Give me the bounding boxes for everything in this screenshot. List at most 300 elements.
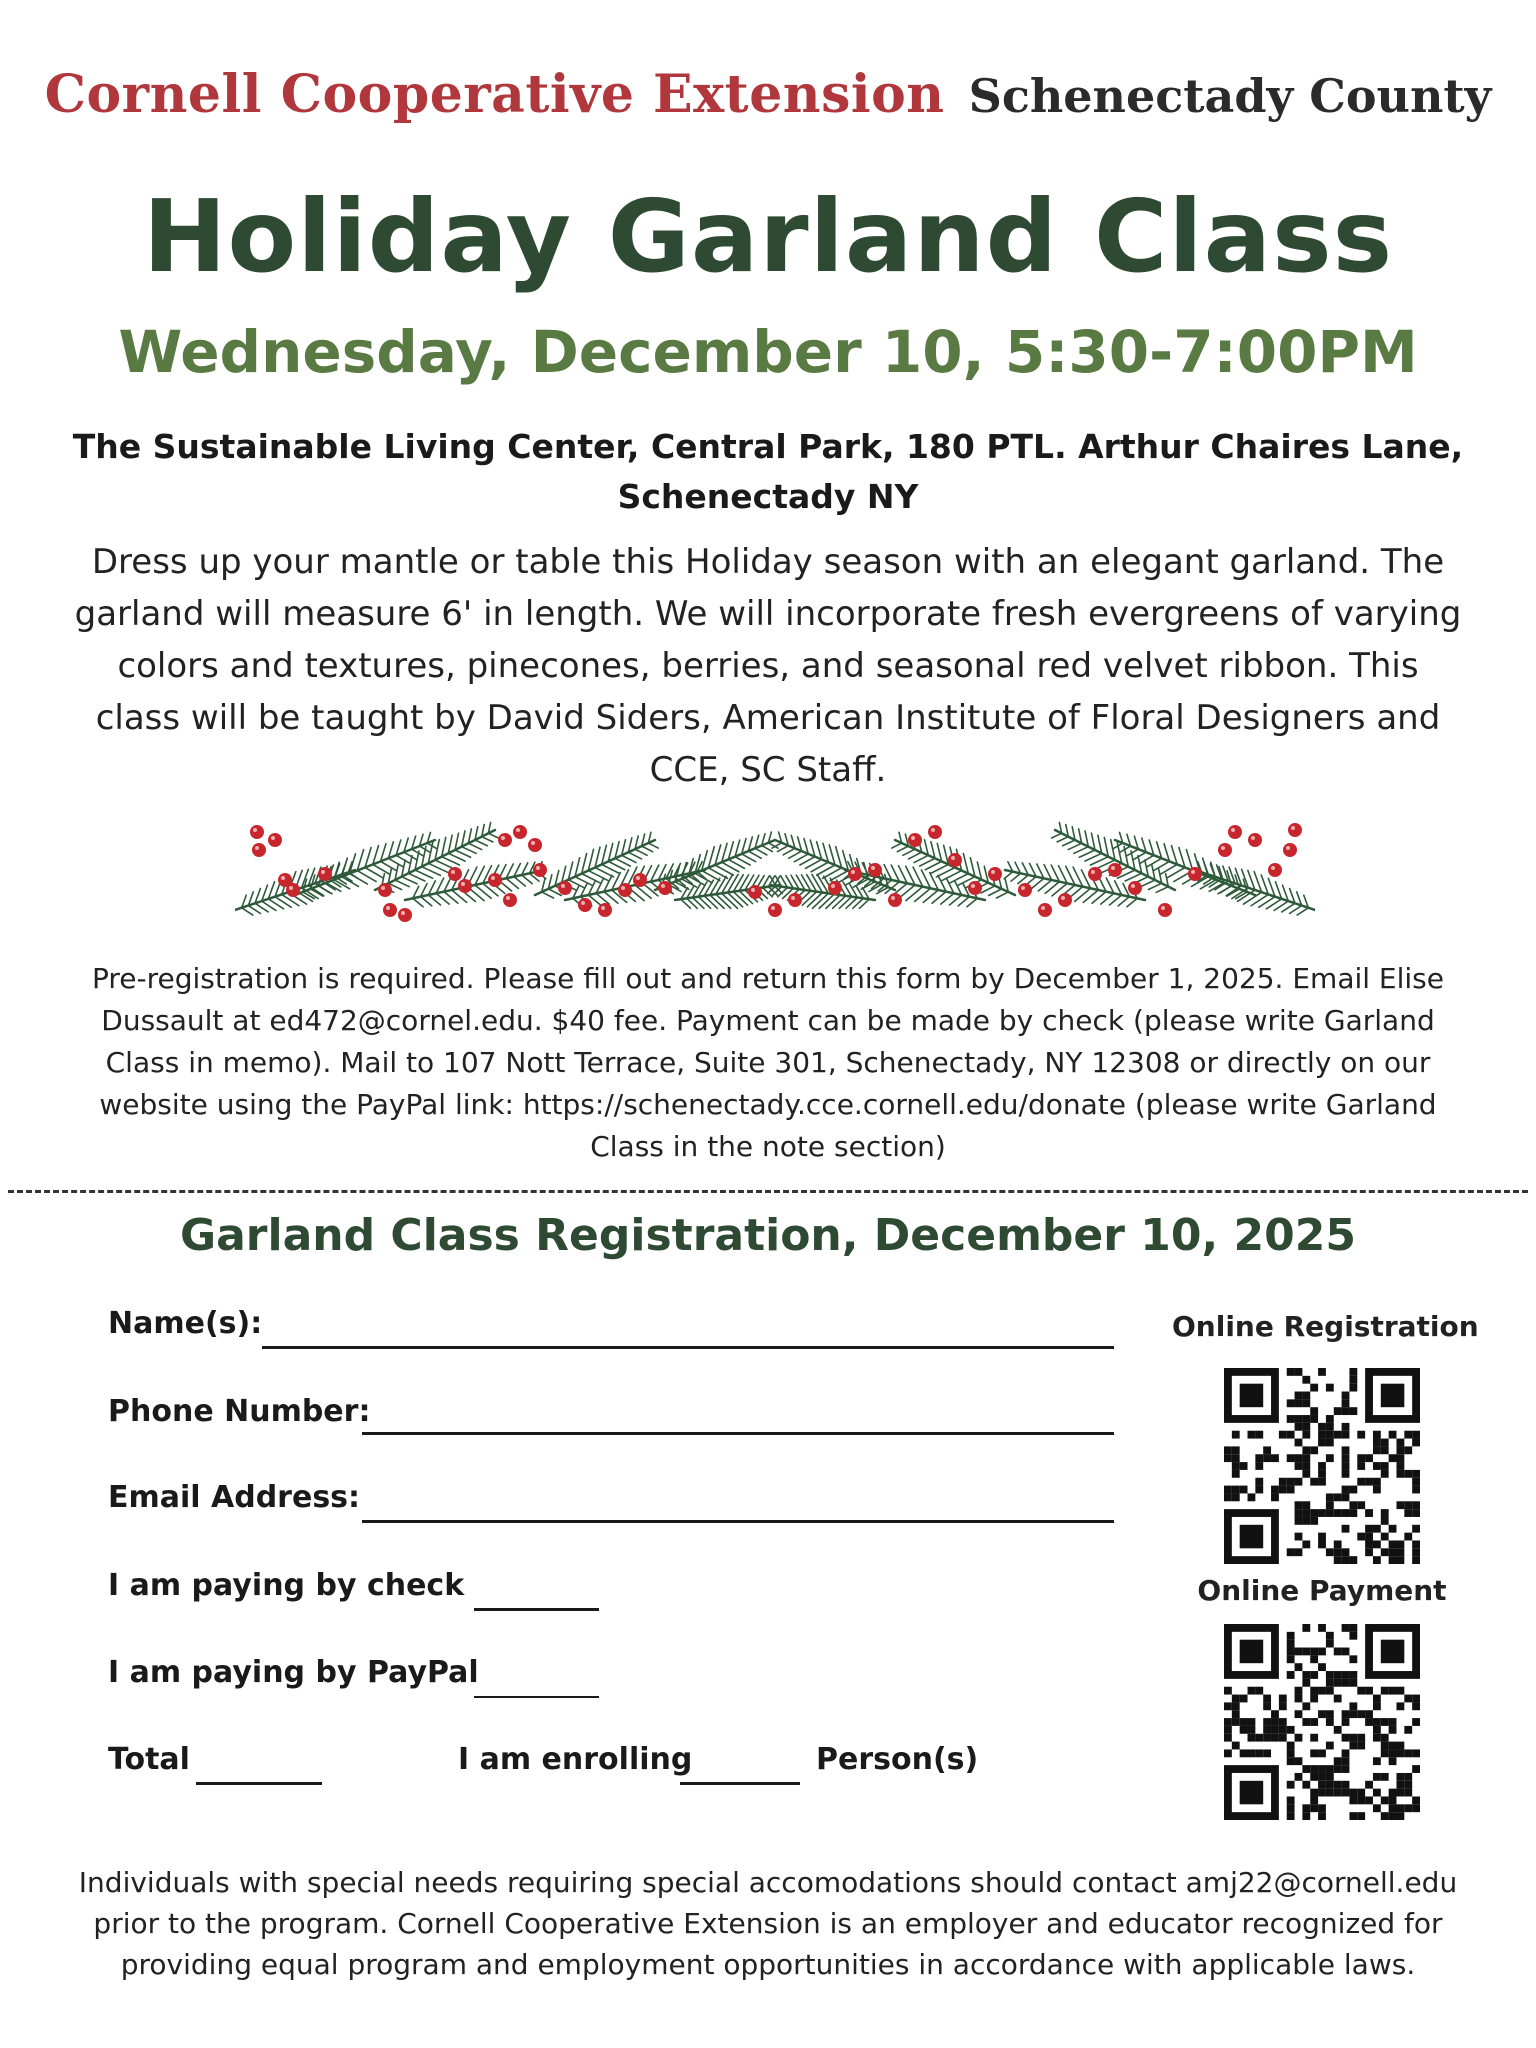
qr-module — [1224, 1687, 1232, 1695]
check-field[interactable] — [474, 1608, 599, 1611]
qr-module — [1287, 1640, 1295, 1648]
qr-module — [1396, 1556, 1404, 1564]
qr-module — [1342, 1789, 1350, 1797]
qr-module — [1263, 1726, 1271, 1734]
pine-needle — [514, 877, 525, 886]
pine-needle — [642, 846, 653, 852]
qr-module — [1389, 1525, 1397, 1533]
qr-module — [1326, 1687, 1334, 1695]
pine-needle — [783, 848, 795, 855]
berry — [888, 893, 902, 907]
qr-module — [1302, 1392, 1310, 1400]
qr-module — [1396, 1454, 1404, 1462]
qr-module — [1232, 1470, 1240, 1478]
berry — [598, 903, 612, 917]
phone-field[interactable] — [362, 1432, 1114, 1435]
pine-needle — [1141, 880, 1155, 887]
pine-needle — [1075, 888, 1091, 901]
pine-needle — [1118, 897, 1129, 906]
qr-module — [1302, 1718, 1310, 1726]
pine-needle — [1125, 873, 1142, 881]
qr-module — [1381, 1548, 1389, 1556]
qr-module — [1318, 1368, 1326, 1376]
qr-module — [1248, 1749, 1256, 1757]
pine-needle — [421, 897, 432, 906]
qr-module — [1381, 1517, 1389, 1525]
berry — [578, 898, 592, 912]
berry — [268, 833, 282, 847]
berry — [1158, 903, 1172, 917]
qr-module — [1295, 1462, 1303, 1470]
qr-module — [1255, 1454, 1263, 1462]
qr-module — [1287, 1478, 1295, 1486]
qr-module — [1357, 1687, 1365, 1695]
qr-module — [1232, 1702, 1240, 1710]
qr-module — [1404, 1446, 1412, 1454]
qr-module — [1326, 1509, 1334, 1517]
venue-line-2: Schenectady NY — [617, 477, 919, 516]
qr-module — [1318, 1710, 1326, 1718]
berry-highlight — [536, 866, 540, 870]
qr-module — [1240, 1718, 1248, 1726]
berry — [908, 833, 922, 847]
pine-needle — [833, 896, 846, 909]
berry-highlight — [271, 836, 275, 840]
qr-module — [1295, 1423, 1303, 1431]
qr-module — [1232, 1486, 1240, 1494]
berry — [1058, 893, 1072, 907]
qr-module — [1381, 1687, 1389, 1695]
qr-module — [1302, 1509, 1310, 1517]
qr-module — [1342, 1671, 1350, 1679]
pine-needle — [733, 875, 743, 892]
qr-module — [1342, 1749, 1350, 1757]
pine-needle — [1068, 843, 1081, 849]
qr-module — [1334, 1781, 1342, 1789]
pine-needle — [1063, 840, 1075, 846]
qr-module — [1396, 1548, 1404, 1556]
qr-module — [1318, 1509, 1326, 1517]
pine-needle — [892, 843, 902, 848]
total-field[interactable] — [196, 1782, 322, 1785]
qr-module — [1357, 1454, 1365, 1462]
berry-highlight — [516, 828, 520, 832]
qr-module — [1287, 1415, 1295, 1423]
pine-needle — [1148, 883, 1161, 889]
pine-needle — [1209, 883, 1224, 892]
qr-module — [1295, 1392, 1303, 1400]
qr-module — [1318, 1773, 1326, 1781]
pine-needle — [708, 868, 727, 879]
pine-needle — [899, 885, 915, 898]
berry — [988, 867, 1002, 881]
qr-module — [1248, 1431, 1256, 1439]
pine-needle — [1004, 872, 1013, 879]
berry — [250, 825, 264, 839]
qr-module — [1240, 1462, 1248, 1470]
qr-module — [1302, 1781, 1310, 1789]
qr-module — [1318, 1663, 1326, 1671]
qr-module — [1342, 1718, 1350, 1726]
berry — [1218, 843, 1232, 857]
qr-module — [1318, 1533, 1326, 1541]
qr-module — [1357, 1501, 1365, 1509]
pine-needle — [1011, 873, 1021, 881]
qr-module — [1349, 1796, 1357, 1804]
berry-highlight — [581, 901, 585, 905]
qr-module — [1318, 1423, 1326, 1431]
qr-module — [1389, 1804, 1397, 1812]
qr-module — [1279, 1702, 1287, 1710]
qr-module — [1326, 1423, 1334, 1431]
qr-module — [1381, 1718, 1389, 1726]
qr-finder-inner — [1240, 1781, 1264, 1805]
qr-module — [1302, 1702, 1310, 1710]
qr-module — [1318, 1804, 1326, 1812]
qr-module — [1232, 1695, 1240, 1703]
berry-highlight — [561, 884, 565, 888]
qr-module — [1412, 1765, 1420, 1773]
pine-needle — [807, 875, 817, 892]
qr-module — [1342, 1493, 1350, 1501]
qr-module — [1381, 1742, 1389, 1750]
pine-needle — [248, 906, 260, 914]
berry — [828, 881, 842, 895]
qr-module — [1412, 1431, 1420, 1439]
qr-module — [1342, 1734, 1350, 1742]
qr-module — [1396, 1446, 1404, 1454]
enrolling-label: I am enrolling — [458, 1742, 693, 1777]
qr-module — [1404, 1431, 1412, 1439]
qr-code-registration[interactable] — [1224, 1368, 1420, 1564]
qr-module — [1271, 1734, 1279, 1742]
qr-module — [1334, 1493, 1342, 1501]
pine-needle — [996, 892, 1008, 898]
qr-module — [1334, 1540, 1342, 1548]
header — [0, 64, 1536, 125]
qr-module — [1334, 1679, 1342, 1687]
berry-highlight — [1021, 886, 1025, 890]
pine-needle — [1156, 887, 1168, 893]
qr-module — [1349, 1624, 1357, 1632]
qr-module — [1373, 1525, 1381, 1533]
qr-module — [1287, 1486, 1295, 1494]
qr-module — [1255, 1486, 1263, 1494]
qr-module — [1396, 1781, 1404, 1789]
qr-module — [1349, 1742, 1357, 1750]
event-venue — [60, 422, 1476, 522]
qr-module — [1326, 1548, 1334, 1556]
qr-module — [1349, 1671, 1357, 1679]
qr-module — [1373, 1734, 1381, 1742]
qr-module — [1342, 1624, 1350, 1632]
qr-finder-inner — [1381, 1640, 1405, 1664]
pine-needle — [710, 878, 720, 895]
qr-module — [1334, 1648, 1342, 1656]
pine-needle — [958, 897, 969, 906]
qr-module — [1287, 1454, 1295, 1462]
pine-needle — [789, 851, 802, 858]
berry-highlight — [771, 906, 775, 910]
event-datetime: Wednesday, December 10, 5:30-7:00PM — [118, 318, 1418, 386]
qr-module — [1396, 1812, 1404, 1820]
pine-needle — [635, 849, 647, 855]
pine-needle — [1085, 853, 1102, 861]
qr-module — [1389, 1718, 1397, 1726]
qr-module — [1373, 1789, 1381, 1797]
qr-module — [1381, 1446, 1389, 1454]
qr-module — [1224, 1726, 1232, 1734]
qr-module — [1240, 1486, 1248, 1494]
phone-label: Phone Number: — [108, 1394, 371, 1429]
qr-module — [1248, 1687, 1256, 1695]
pine-needle — [635, 885, 651, 898]
qr-module — [1279, 1695, 1287, 1703]
pine-needle — [1297, 908, 1308, 915]
pine-needle — [1251, 894, 1268, 905]
qr-module — [1224, 1493, 1232, 1501]
qr-module — [1381, 1773, 1389, 1781]
qr-module — [1349, 1655, 1357, 1663]
pine-needle — [914, 855, 928, 862]
qr-module — [1295, 1439, 1303, 1447]
qr-module — [1287, 1648, 1295, 1656]
qr-module — [1263, 1718, 1271, 1726]
qr-module — [1412, 1470, 1420, 1478]
qr-module — [1318, 1789, 1326, 1797]
qr-module — [1295, 1501, 1303, 1509]
qr-module — [1326, 1431, 1334, 1439]
qr-module — [1248, 1734, 1256, 1742]
qr-module — [1310, 1789, 1318, 1797]
berry-highlight — [253, 828, 257, 832]
qr-module — [1232, 1446, 1240, 1454]
qr-module — [1279, 1718, 1287, 1726]
qr-module — [1373, 1556, 1381, 1564]
qr-module — [1310, 1509, 1318, 1517]
berry — [458, 879, 472, 893]
email-label: Email Address: — [108, 1480, 361, 1515]
qr-module — [1279, 1726, 1287, 1734]
berry-highlight — [1041, 906, 1045, 910]
qr-code-payment[interactable] — [1224, 1624, 1420, 1820]
berry — [383, 903, 397, 917]
qr-module — [1404, 1509, 1412, 1517]
pine-needle — [846, 898, 857, 909]
qr-module — [1271, 1718, 1279, 1726]
pine-needle — [1074, 847, 1089, 854]
qr-module — [1302, 1470, 1310, 1478]
qr-module — [1334, 1757, 1342, 1765]
berry-highlight — [661, 884, 665, 888]
qr-module — [1302, 1679, 1310, 1687]
qr-module — [1373, 1804, 1381, 1812]
pine-needle — [728, 893, 743, 907]
qr-module — [1365, 1509, 1373, 1517]
berry-highlight — [951, 856, 955, 860]
enrolling-count-field[interactable] — [680, 1782, 800, 1785]
qr-module — [1248, 1726, 1256, 1734]
berry-highlight — [851, 870, 855, 874]
qr-module — [1295, 1548, 1303, 1556]
qr-module — [1334, 1431, 1342, 1439]
berry — [318, 867, 332, 881]
berry — [378, 883, 392, 897]
qr-module — [1342, 1470, 1350, 1478]
qr-module — [1310, 1695, 1318, 1703]
berry-highlight — [1091, 870, 1095, 874]
qr-module — [1232, 1454, 1240, 1462]
qr-module — [1334, 1407, 1342, 1415]
qr-module — [1365, 1540, 1373, 1548]
berry-highlight — [601, 906, 605, 910]
qr-module — [1302, 1804, 1310, 1812]
qr-module — [1412, 1548, 1420, 1556]
qr-module — [1302, 1415, 1310, 1423]
qr-module — [1396, 1789, 1404, 1797]
paypal-field[interactable] — [474, 1696, 599, 1698]
qr-module — [1302, 1648, 1310, 1656]
qr-module — [1349, 1556, 1357, 1564]
qr-module — [1365, 1548, 1373, 1556]
qr-module — [1389, 1726, 1397, 1734]
qr-module — [1224, 1718, 1232, 1726]
pine-needle — [326, 883, 341, 892]
qr-module — [1318, 1478, 1326, 1486]
pine-needle — [1153, 861, 1169, 870]
qr-module — [1342, 1431, 1350, 1439]
qr-module — [1373, 1757, 1381, 1765]
qr-module — [1389, 1556, 1397, 1564]
qr-module — [1381, 1462, 1389, 1470]
pine-needle — [455, 850, 471, 857]
qr-module — [1224, 1454, 1232, 1462]
qr-module — [1373, 1718, 1381, 1726]
qr-module — [1412, 1702, 1420, 1710]
qr-module — [1342, 1446, 1350, 1454]
qr-module — [1232, 1710, 1240, 1718]
berry — [513, 825, 527, 839]
qr-module — [1326, 1742, 1334, 1750]
qr-module — [1302, 1454, 1310, 1462]
berry — [498, 833, 512, 847]
org-name: Cornell Cooperative Extension — [44, 64, 945, 125]
qr-module — [1263, 1446, 1271, 1454]
qr-module — [1404, 1695, 1412, 1703]
berry-highlight — [289, 886, 293, 890]
qr-module — [1326, 1454, 1334, 1462]
berry — [868, 863, 882, 877]
qr-module — [1302, 1624, 1310, 1632]
berry — [1288, 823, 1302, 837]
qr-module — [1326, 1718, 1334, 1726]
qr-module — [1287, 1655, 1295, 1663]
berry — [1018, 883, 1032, 897]
qr-module — [1412, 1486, 1420, 1494]
qr-module — [1279, 1734, 1287, 1742]
qr-module — [1342, 1509, 1350, 1517]
registration-title: Garland Class Registration, December 10, 2025 — [179, 1210, 1356, 1261]
qr-module — [1349, 1679, 1357, 1687]
pine-needle — [482, 837, 493, 842]
berry-highlight — [491, 876, 495, 880]
online-payment-label: Online Payment — [1197, 1574, 1447, 1607]
pine-needle — [989, 889, 1002, 896]
qr-module — [1389, 1749, 1397, 1757]
qr-module — [1271, 1493, 1279, 1501]
berry — [928, 825, 942, 839]
name-field[interactable] — [262, 1346, 1114, 1349]
berry — [1188, 867, 1202, 881]
qr-module — [1342, 1556, 1350, 1564]
email-field[interactable] — [362, 1520, 1114, 1523]
qr-module — [1302, 1671, 1310, 1679]
qr-module — [1342, 1423, 1350, 1431]
qr-module — [1302, 1446, 1310, 1454]
qr-module — [1342, 1486, 1350, 1494]
online-registration-label: Online Registration — [1172, 1310, 1479, 1343]
qr-module — [1334, 1789, 1342, 1797]
pine-needle — [522, 875, 532, 884]
qr-module — [1310, 1749, 1318, 1757]
qr-module — [1310, 1796, 1318, 1804]
qr-module — [1318, 1540, 1326, 1548]
qr-module — [1412, 1478, 1420, 1486]
qr-module — [1357, 1734, 1365, 1742]
qr-module — [1349, 1734, 1357, 1742]
berry — [618, 883, 632, 897]
berry-highlight — [281, 876, 285, 880]
qr-module — [1302, 1462, 1310, 1470]
pine-needle — [981, 886, 995, 893]
qr-module — [1357, 1796, 1365, 1804]
paypal-label: I am paying by PayPal — [108, 1655, 479, 1690]
berry-highlight — [971, 884, 975, 888]
qr-module — [1310, 1655, 1318, 1663]
qr-module — [1373, 1446, 1381, 1454]
pine-needle — [755, 848, 767, 855]
berry — [286, 883, 300, 897]
total-label: Total — [108, 1742, 190, 1777]
qr-module — [1349, 1368, 1357, 1376]
pine-needle — [812, 874, 823, 892]
qr-module — [1287, 1804, 1295, 1812]
berry-highlight — [831, 884, 835, 888]
pine-needle — [807, 893, 822, 907]
name-label: Name(s): — [108, 1306, 263, 1341]
berry-highlight — [911, 836, 915, 840]
qr-module — [1365, 1781, 1373, 1789]
qr-module — [1373, 1726, 1381, 1734]
berry-highlight — [1061, 896, 1065, 900]
pine-needle — [728, 874, 739, 892]
qr-module — [1412, 1525, 1420, 1533]
pine-needle — [802, 892, 816, 906]
qr-module — [1326, 1710, 1334, 1718]
qr-module — [1279, 1486, 1287, 1494]
qr-module — [1381, 1749, 1389, 1757]
berry-highlight — [991, 870, 995, 874]
qr-module — [1342, 1757, 1350, 1765]
qr-module — [1373, 1462, 1381, 1470]
qr-module — [1404, 1804, 1412, 1812]
qr-finder-inner — [1240, 1525, 1264, 1549]
pine-needle — [1133, 852, 1146, 859]
berry-highlight — [871, 866, 875, 870]
qr-module — [1349, 1710, 1357, 1718]
qr-module — [1404, 1726, 1412, 1734]
pine-needle — [716, 894, 731, 908]
